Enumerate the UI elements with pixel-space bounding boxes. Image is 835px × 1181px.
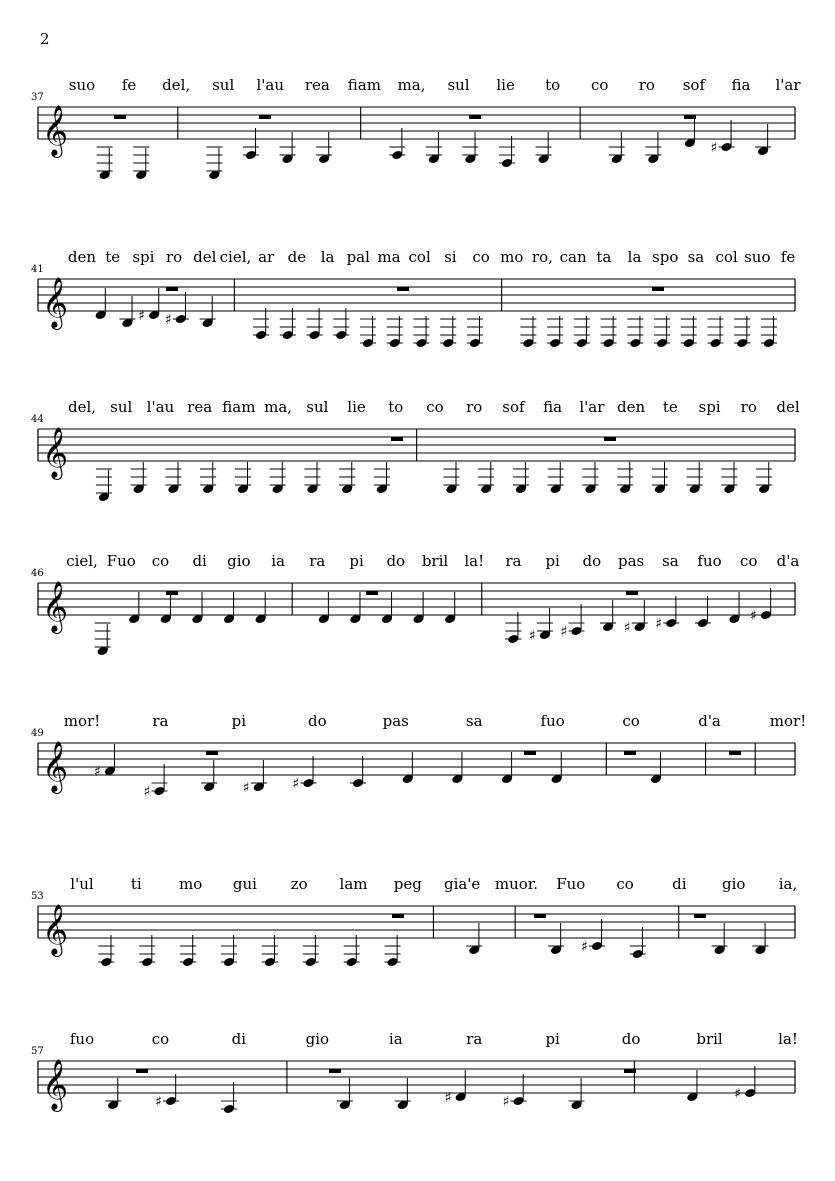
whole-rest-icon — [684, 115, 696, 119]
lyric-syllable: co — [591, 76, 609, 94]
whole-rest-icon — [469, 115, 481, 119]
note — [119, 296, 135, 328]
lyric-syllable: del, — [67, 398, 97, 416]
note — [350, 756, 366, 788]
note — [708, 316, 724, 348]
lyric-syllable: gui — [232, 875, 257, 893]
lyric-syllable: den — [617, 398, 646, 416]
measure-number: 37 — [31, 92, 44, 103]
note — [316, 132, 332, 164]
sharp-icon: ♯ — [734, 1086, 742, 1102]
lyric-syllable: col — [408, 248, 431, 266]
note — [165, 292, 189, 328]
note — [262, 935, 278, 967]
note — [734, 1066, 756, 1102]
lyric-syllable: gio — [721, 875, 746, 893]
note — [756, 462, 772, 494]
staff — [0, 580, 835, 690]
lyric-syllable: can — [559, 248, 587, 266]
note — [686, 1070, 698, 1102]
staff — [0, 276, 835, 386]
note — [750, 588, 772, 624]
sharp-icon: ♯ — [242, 780, 250, 796]
note — [95, 623, 111, 656]
lyric-syllable: to — [388, 398, 404, 416]
note — [684, 116, 696, 148]
lyric-syllable: fe — [121, 76, 137, 94]
note — [333, 308, 349, 340]
lyric-syllable: d'a — [776, 552, 800, 570]
lyric-syllable: ta — [596, 248, 612, 266]
measure-number: 46 — [31, 568, 44, 579]
note — [721, 462, 737, 494]
note — [105, 1078, 121, 1110]
whole-rest-icon — [259, 115, 271, 119]
lyric-syllable: del, — [162, 76, 191, 94]
lyric-syllable: lie — [496, 76, 515, 94]
lyric-syllable: mo — [500, 248, 524, 266]
staff — [0, 104, 835, 214]
lyric-syllable: ro — [165, 248, 183, 266]
note — [529, 608, 553, 644]
lyric-syllable: te — [105, 248, 121, 266]
lyric-syllable: bril — [421, 552, 449, 570]
lyric-syllable: suo — [744, 248, 771, 266]
lyric-syllable: co — [472, 248, 490, 266]
lyric-syllable: ia — [271, 552, 285, 570]
sharp-icon: ♯ — [750, 608, 757, 624]
lyric-syllable: rea — [187, 398, 213, 416]
note — [624, 600, 648, 636]
lyric-syllable: la — [320, 248, 335, 266]
note — [402, 752, 414, 784]
lyric-syllable: pal — [346, 248, 370, 266]
lyric-syllable: bril — [696, 1030, 723, 1048]
whole-rest-icon — [397, 287, 409, 291]
whole-rest-icon — [136, 1069, 148, 1073]
whole-rest-icon — [166, 287, 178, 291]
lyric-syllable: fuo — [540, 712, 565, 730]
lyrics-line — [0, 552, 835, 572]
note — [513, 462, 529, 494]
lyric-syllable: to — [545, 76, 561, 94]
sharp-icon: ♯ — [164, 312, 172, 328]
lyric-syllable: la! — [778, 1030, 798, 1048]
treble-clef-icon: 𝄞 — [42, 1059, 69, 1110]
lyric-syllable: mor! — [63, 712, 101, 730]
lyric-syllable: co — [622, 712, 640, 730]
sharp-icon: ♯ — [623, 620, 631, 636]
note — [501, 752, 513, 784]
note — [574, 316, 590, 348]
sharp-icon: ♯ — [502, 1094, 510, 1110]
lyric-syllable: co — [151, 552, 170, 570]
note — [426, 132, 442, 164]
sharp-icon: ♯ — [580, 939, 588, 955]
note — [360, 316, 376, 348]
lyric-syllable: ra — [152, 712, 169, 730]
measure-number: 49 — [31, 728, 44, 739]
note — [412, 592, 424, 624]
sharp-icon: ♯ — [292, 776, 300, 792]
note — [630, 927, 646, 959]
note — [128, 592, 140, 624]
note — [206, 147, 222, 180]
note — [191, 592, 203, 624]
note — [712, 923, 728, 955]
note — [339, 462, 355, 494]
lyric-syllable: sa — [662, 552, 679, 570]
note — [221, 1082, 237, 1114]
page-number: 2 — [40, 30, 50, 48]
note — [505, 612, 521, 644]
note — [389, 128, 405, 160]
lyric-syllable: co — [426, 398, 444, 416]
lyric-syllable: ciel, — [66, 552, 98, 570]
lyric-syllable: l'ar — [579, 398, 605, 416]
note — [180, 935, 196, 967]
lyric-syllable: te — [662, 398, 678, 416]
note — [467, 316, 483, 348]
lyric-syllable: do — [621, 1030, 641, 1048]
lyric-syllable: sul — [306, 398, 329, 416]
treble-clef-icon: 𝄞 — [42, 427, 69, 478]
note — [253, 308, 269, 340]
sharp-icon: ♯ — [155, 1094, 162, 1110]
treble-clef-icon: 𝄞 — [42, 277, 69, 328]
sharp-icon: ♯ — [138, 308, 145, 324]
note — [581, 919, 605, 955]
lyric-syllable: ra — [309, 552, 326, 570]
lyric-syllable: l'ul — [70, 875, 94, 893]
lyrics-line — [0, 76, 835, 96]
lyric-syllable: lie — [347, 398, 366, 416]
lyric-syllable: fiam — [222, 398, 256, 416]
note — [681, 316, 697, 348]
note — [131, 462, 147, 494]
note — [601, 316, 617, 348]
whole-rest-icon — [206, 751, 218, 755]
lyric-syllable: rea — [304, 76, 330, 94]
lyric-syllable: lam — [339, 875, 368, 893]
measure-number: 41 — [31, 264, 44, 275]
note — [280, 308, 296, 340]
note — [462, 132, 478, 164]
note — [97, 147, 113, 180]
note — [755, 124, 771, 156]
lyric-syllable: do — [582, 552, 602, 570]
whole-rest-icon — [524, 751, 536, 755]
lyric-syllable: suo — [68, 76, 96, 94]
lyric-syllable: la — [627, 248, 642, 266]
lyric-syllable: fiam — [347, 76, 381, 94]
whole-rest-icon — [392, 914, 404, 918]
lyric-syllable: de — [287, 248, 307, 266]
lyric-syllable: ma, — [264, 398, 293, 416]
note — [582, 462, 598, 494]
lyric-syllable: gia'e — [443, 875, 481, 893]
lyric-syllable: l'au — [146, 398, 175, 416]
whole-rest-icon — [114, 115, 126, 119]
lyric-syllable: mor! — [769, 712, 807, 730]
lyric-syllable: l'au — [256, 76, 285, 94]
lyric-syllable: fia — [543, 398, 563, 416]
note — [569, 1078, 585, 1110]
whole-rest-icon — [652, 287, 664, 291]
note — [710, 120, 734, 156]
note — [695, 596, 711, 628]
whole-rest-icon — [366, 591, 378, 595]
lyric-syllable: co — [151, 1030, 170, 1048]
whole-rest-icon — [729, 751, 741, 755]
lyric-syllable: ar — [258, 248, 275, 266]
note — [645, 132, 661, 164]
lyric-syllable: fuo — [69, 1030, 95, 1048]
note — [561, 604, 585, 640]
lyric-syllable: la! — [464, 552, 485, 570]
note — [243, 760, 267, 796]
staff — [0, 903, 835, 1013]
note — [600, 600, 616, 632]
note — [223, 592, 235, 624]
note — [201, 760, 217, 792]
lyric-syllable: co — [740, 552, 758, 570]
note — [387, 316, 403, 348]
lyric-syllable: ciel, — [219, 248, 252, 266]
note — [243, 128, 259, 160]
whole-rest-icon — [694, 914, 706, 918]
lyric-syllable: do — [308, 712, 327, 730]
note — [139, 935, 155, 967]
lyric-syllable: ra — [505, 552, 522, 570]
note — [385, 935, 401, 967]
note — [520, 316, 536, 348]
note — [466, 923, 482, 955]
lyrics-line — [0, 712, 835, 732]
note — [655, 596, 679, 632]
lyric-syllable: sa — [687, 248, 705, 266]
lyric-syllable: muor. — [494, 875, 539, 893]
note — [440, 316, 456, 348]
note — [200, 462, 216, 494]
note — [133, 147, 149, 180]
sharp-icon: ♯ — [710, 140, 718, 156]
lyric-syllable: sof — [502, 398, 525, 416]
note — [221, 935, 237, 967]
sharp-icon: ♯ — [93, 764, 101, 780]
lyric-syllable: spi — [698, 398, 721, 416]
lyric-syllable: zo — [290, 875, 308, 893]
lyric-syllable: spi — [132, 248, 155, 266]
sharp-icon: ♯ — [528, 628, 536, 644]
note — [445, 1070, 467, 1106]
lyric-syllable: col — [715, 248, 738, 266]
lyric-syllable: fia — [731, 76, 751, 94]
lyric-syllable: gio — [227, 552, 251, 570]
lyric-syllable: del — [193, 248, 217, 266]
whole-rest-icon — [329, 1069, 341, 1073]
note — [349, 592, 361, 624]
lyric-syllable: ti — [130, 875, 142, 893]
note — [499, 136, 515, 168]
note — [155, 1074, 179, 1110]
measure-number: 53 — [31, 891, 44, 902]
lyric-syllable: spo — [652, 248, 679, 266]
lyric-syllable: ro, — [531, 248, 553, 266]
lyric-syllable: di — [192, 552, 207, 570]
sharp-icon: ♯ — [444, 1090, 452, 1106]
note — [165, 462, 181, 494]
note — [547, 316, 563, 348]
lyric-syllable: pi — [545, 552, 560, 570]
sharp-icon: ♯ — [560, 624, 568, 640]
note — [344, 935, 360, 967]
lyric-syllable: ro — [638, 76, 655, 94]
lyric-syllable: Fuo — [106, 552, 136, 570]
lyric-syllable: pas — [382, 712, 409, 730]
lyric-syllable: ma, — [397, 76, 426, 94]
note — [444, 592, 456, 624]
lyric-syllable: sa — [465, 712, 483, 730]
lyric-syllable: peg — [393, 875, 422, 893]
note — [200, 296, 216, 328]
note — [550, 752, 562, 784]
note — [548, 462, 564, 494]
lyric-syllable: di — [672, 875, 687, 893]
sharp-icon: ♯ — [655, 616, 663, 632]
note — [98, 935, 114, 967]
note — [752, 923, 768, 955]
note — [280, 132, 296, 164]
lyric-syllable: ra — [466, 1030, 483, 1048]
measure-number: 44 — [31, 414, 44, 425]
lyric-syllable: ro — [740, 398, 757, 416]
note — [617, 462, 633, 494]
lyric-syllable: ro — [466, 398, 483, 416]
lyric-syllable: ia — [388, 1030, 403, 1048]
lyric-syllable: sof — [682, 76, 705, 94]
lyric-syllable: di — [231, 1030, 247, 1048]
staff — [0, 1058, 835, 1168]
lyric-syllable: fuo — [697, 552, 722, 570]
lyrics-line — [0, 248, 835, 268]
note — [503, 1074, 527, 1110]
note — [292, 756, 316, 792]
lyric-syllable: mo — [178, 875, 203, 893]
note — [307, 308, 323, 340]
note — [270, 462, 286, 494]
treble-clef-icon: 𝄞 — [42, 581, 69, 632]
lyric-syllable: do — [386, 552, 406, 570]
lyric-syllable: pas — [617, 552, 645, 570]
lyric-syllable: si — [444, 248, 457, 266]
note — [254, 592, 266, 624]
note — [395, 1078, 411, 1110]
treble-clef-icon: 𝄞 — [42, 741, 69, 792]
note — [650, 752, 662, 784]
note — [95, 288, 107, 320]
lyric-syllable: fe — [780, 248, 796, 266]
lyric-syllable: ia, — [778, 875, 798, 893]
whole-rest-icon — [534, 914, 546, 918]
note — [687, 462, 703, 494]
sharp-icon: ♯ — [143, 784, 151, 800]
lyric-syllable: d'a — [698, 712, 721, 730]
note — [337, 1078, 353, 1110]
lyrics-line — [0, 398, 835, 418]
whole-rest-icon — [624, 751, 636, 755]
note — [443, 462, 459, 494]
note — [304, 462, 320, 494]
staff — [0, 426, 835, 536]
whole-rest-icon — [166, 591, 178, 595]
note — [138, 288, 160, 324]
lyric-syllable: Fuo — [556, 875, 586, 893]
lyric-syllable: pi — [349, 552, 364, 570]
treble-clef-icon: 𝄞 — [42, 904, 69, 955]
note — [654, 316, 670, 348]
whole-rest-icon — [624, 1069, 636, 1073]
note — [413, 316, 429, 348]
lyric-syllable: ma — [377, 248, 401, 266]
note — [627, 316, 643, 348]
note — [548, 923, 564, 955]
whole-rest-icon — [626, 591, 638, 595]
note — [652, 462, 668, 494]
note — [96, 469, 112, 502]
note — [536, 132, 552, 164]
whole-rest-icon — [391, 437, 403, 441]
lyric-syllable: sul — [212, 76, 235, 94]
note — [235, 462, 251, 494]
staff — [0, 740, 835, 850]
lyric-syllable: gio — [305, 1030, 330, 1048]
lyric-syllable: pi — [231, 712, 247, 730]
lyrics-line — [0, 875, 835, 895]
note — [728, 592, 740, 624]
lyric-syllable: pi — [545, 1030, 560, 1048]
whole-rest-icon — [604, 437, 616, 441]
note — [609, 132, 625, 164]
note — [374, 462, 390, 494]
note — [144, 764, 168, 800]
lyric-syllable: l'ar — [775, 76, 801, 94]
treble-clef-icon: 𝄞 — [42, 105, 69, 156]
lyric-syllable: co — [616, 875, 634, 893]
note — [318, 592, 330, 624]
note — [451, 752, 463, 784]
lyric-syllable: den — [67, 248, 97, 266]
note — [734, 316, 750, 348]
note — [761, 316, 777, 348]
lyric-syllable: sul — [447, 76, 470, 94]
lyric-syllable: del — [776, 398, 800, 416]
note — [478, 462, 494, 494]
measure-number: 57 — [31, 1046, 44, 1057]
lyric-syllable: sul — [110, 398, 133, 416]
note — [303, 935, 319, 967]
note — [381, 592, 393, 624]
note — [160, 592, 172, 624]
lyrics-line — [0, 1030, 835, 1050]
